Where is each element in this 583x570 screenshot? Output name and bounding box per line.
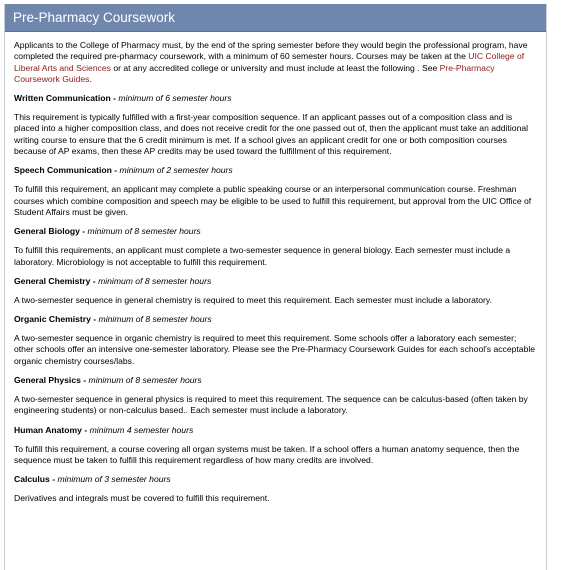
section-title: General Physics (14, 375, 81, 386)
coursework-guides-link[interactable]: Pre-Pharmacy Coursework Guides (14, 62, 495, 84)
section-heading-written-communication (14, 93, 537, 104)
section-requirement: minimum of 3 semester hours (57, 474, 171, 485)
section-heading-general-physics (14, 375, 537, 386)
intro-text-3: . (89, 73, 92, 84)
uic-las-link[interactable]: UIC College of Liberal Arts and Sciences (14, 51, 525, 73)
section-separator: - (81, 424, 90, 435)
section-heading-general-chemistry (14, 276, 537, 287)
section-separator: - (49, 474, 58, 485)
section-requirement: minimum of 2 semester hours (119, 165, 233, 176)
section-title: General Chemistry (14, 275, 91, 286)
section-body-general-physics: A two-semester sequence in general physics is required to meet this requirement. The sequence can be calculus-based (often taken by engineering students) or non-calculus based.. Each semester must include a laboratory. (14, 394, 528, 416)
section-body-speech-communication: To fulfill this requirement, an applicant may complete a public speaking course or an interpersonal communication course. Freshman courses which combine composition and speech may be eligible to be used to fulfill this requirement, but approval from the UIC Office of Student Affairs must be given. (14, 184, 532, 217)
section-separator: - (110, 93, 119, 104)
section-requirement: minimum of 8 semester hours (88, 375, 202, 386)
section-body-calculus: Derivatives and integrals must be covered to fulfill this requirement. (14, 493, 270, 504)
intro-paragraph (14, 40, 537, 85)
section-separator: - (90, 275, 99, 286)
section-separator: - (111, 165, 120, 176)
section-requirement: minimum of 8 semester hours (98, 275, 212, 286)
section-body-written-communication: This requirement is typically fulfilled with a first-year composition sequence. If an applicant passes out of a composition class and is placed into a higher composition class, and does not receive credit for the one passed out of, then the applicant must take an additional writing course to ensure that the 6 credit minimum is met. If a school gives an applicant credit for one or both composition courses because of AP exams, then these AP credits may be used toward the fulfillment of this requirement. (14, 112, 529, 157)
section-title: Written Communication (14, 93, 111, 104)
section-body-general-biology: To fulfill this requirements, an applicant must complete a two-semester sequence in general biology. Each semester must include a laboratory. Microbiology is not acceptable to fulfill this requirement. (14, 245, 511, 267)
section-body-human-anatomy: To fulfill this requirement, a course covering all organ systems must be taken. If a school offers a human anatomy sequence, then the sequence must be taken to fulfill this requirement regardless of how many credits are involved. (14, 443, 520, 465)
section-requirement: minimum of 6 semester hours (118, 93, 232, 104)
section-separator: - (90, 314, 99, 325)
section-requirement: minimum of 8 semester hours (98, 314, 212, 325)
section-heading-speech-communication (14, 165, 537, 176)
page-title: Pre-Pharmacy Coursework (5, 4, 546, 32)
section-body-general-chemistry: A two-semester sequence in general chemistry is required to meet this requirement. Each semester must include a laboratory. (14, 294, 492, 305)
section-title: Human Anatomy (14, 424, 82, 435)
content-area (5, 32, 546, 505)
section-title: Calculus (14, 474, 50, 485)
section-separator: - (79, 226, 88, 237)
section-heading-human-anatomy (14, 425, 537, 436)
section-title: Speech Communication (14, 165, 112, 176)
section-title: Organic Chemistry (14, 314, 91, 325)
section-separator: - (80, 375, 89, 386)
section-heading-general-biology (14, 226, 537, 237)
section-requirement: minimum 4 semester hours (89, 424, 194, 435)
intro-text-1: Applicants to the College of Pharmacy must, by the end of the spring semester before they would begin the professional program, have completed the required pre-pharmacy coursework, with a minimum of 60 semester hours. Courses may be taken at the (14, 40, 528, 62)
section-heading-organic-chemistry (14, 314, 537, 325)
section-body-organic-chemistry: A two-semester sequence in organic chemistry is required to meet this requirement. Some schools offer a laboratory each semester; other schools offer an intensive one-semester laboratory. Please see the Pre-Pharmacy Coursework Guides for each school's acceptable organic chemistry courses/labs. (14, 333, 536, 366)
coursework-panel (4, 4, 547, 570)
section-requirement: minimum of 8 semester hours (87, 226, 201, 237)
section-title: General Biology (14, 226, 80, 237)
intro-text-2: or at any accredited college or university and must include at least the following . See (110, 62, 440, 73)
section-heading-calculus (14, 474, 537, 485)
